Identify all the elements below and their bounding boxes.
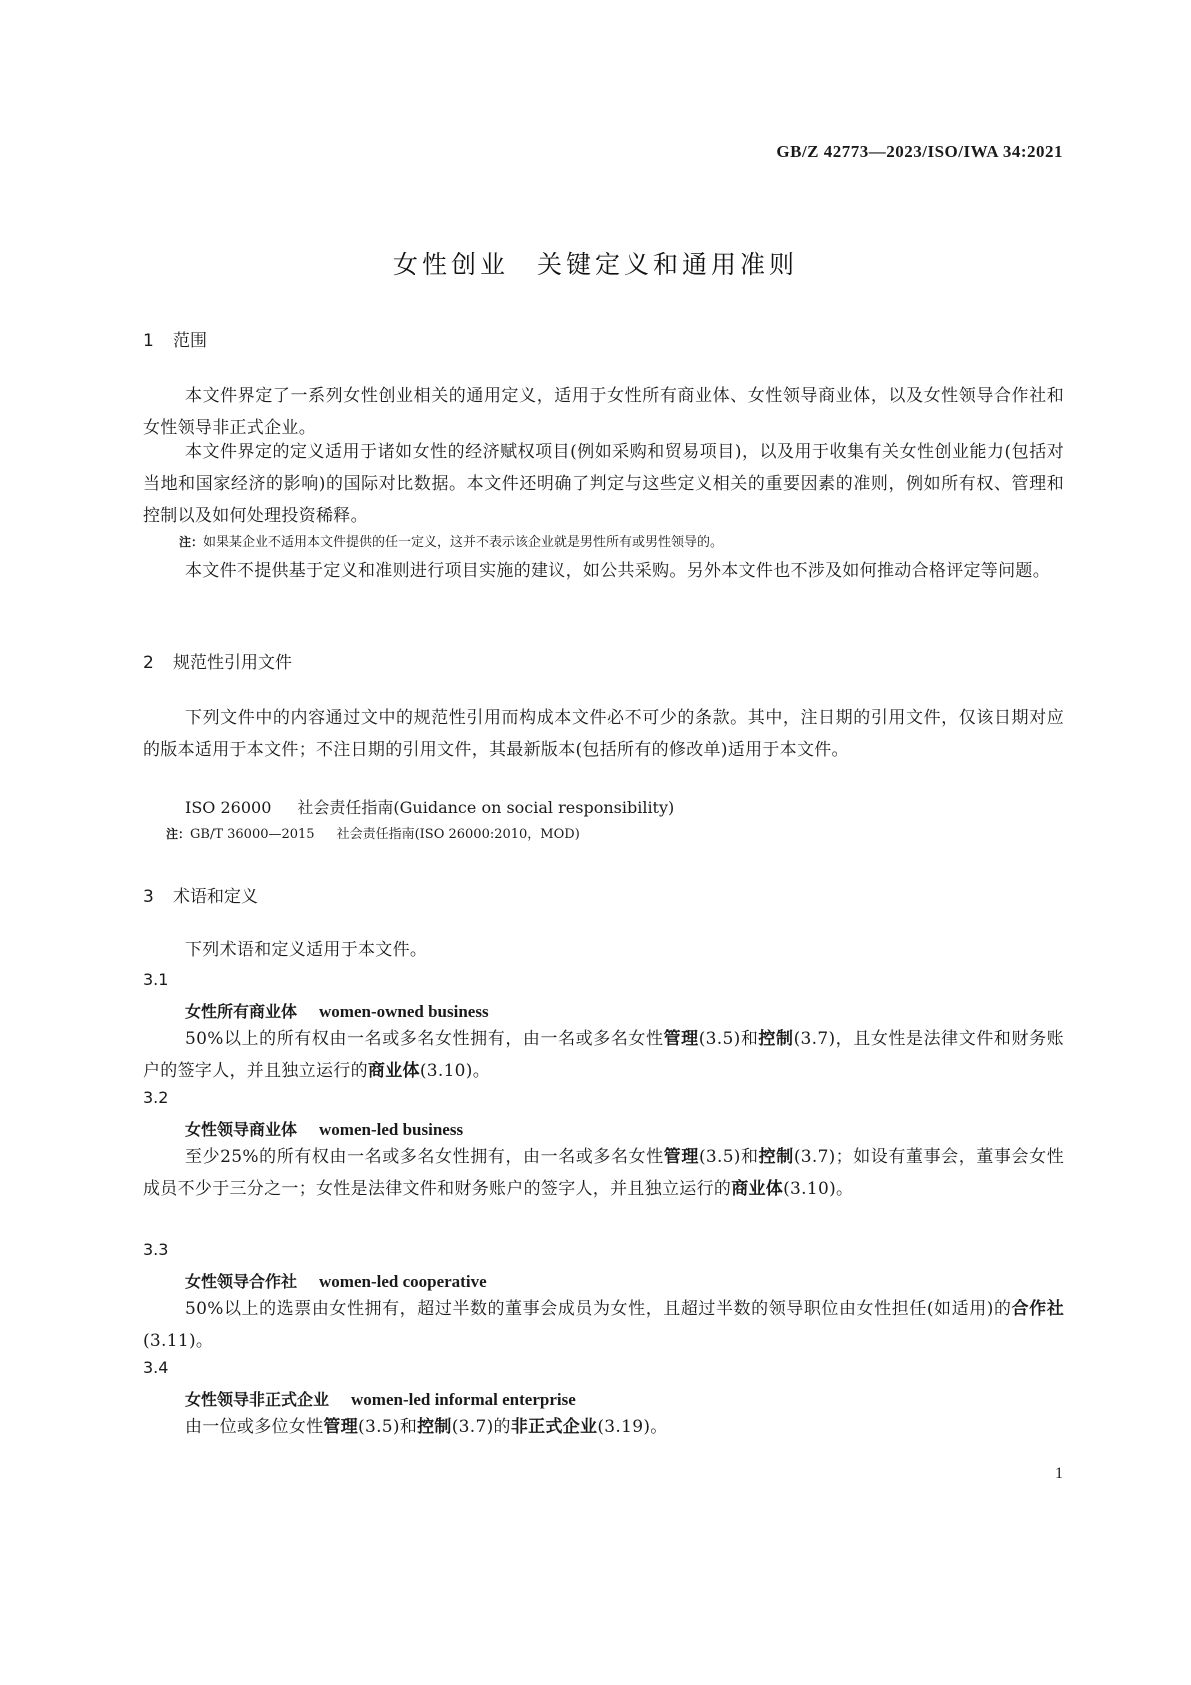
term-en: women-led business: [319, 1120, 464, 1139]
definition-text: (3.7)，且女性是法律文件和财务账户的签字人，并且独立运行的: [143, 1029, 1064, 1081]
term-heading: [185, 1117, 463, 1140]
definition-text: 50%以上的选票由女性拥有，超过半数的董事会成员为女性，且超过半数的领导职位由女性担任(如适用)的: [185, 1299, 1012, 1319]
normative-reference: [185, 795, 674, 818]
term-number: 3.4: [143, 1358, 169, 1377]
terms-intro: 下列术语和定义适用于本文件。: [185, 940, 428, 960]
section-2-heading: [143, 648, 292, 673]
definition-text: (3.5)和: [358, 1417, 418, 1437]
term-definition: [143, 1023, 1064, 1087]
definition-keyword: 非正式企业: [510, 1417, 598, 1437]
definition-keyword: 合作社: [1011, 1299, 1064, 1319]
definition-keyword: 管理: [323, 1417, 359, 1437]
section-1-heading: [143, 326, 207, 351]
note-text: 如果某企业不适用本文件提供的任一定义，这并不表示该企业就是男性所有或男性领导的。: [203, 535, 724, 550]
definition-text: (3.5)和: [698, 1029, 759, 1049]
definition-keyword: 管理: [663, 1147, 699, 1167]
term-zh: 女性领导合作社: [185, 1272, 298, 1291]
section-title: 范围: [173, 331, 207, 351]
standard-code: GB/Z 42773—2023/ISO/IWA 34:2021: [776, 142, 1063, 161]
definition-text: (3.7)；如设有董事会，董事会女性成员不少于三分之一；女性是法律文件和财务账户的签字人，并且独立运行的: [143, 1147, 1064, 1199]
title-part1: 女性创业: [392, 250, 509, 279]
definition-keyword: 控制: [758, 1147, 794, 1167]
definition-text: (3.11)。: [143, 1331, 214, 1351]
definition-text: (3.7)的: [451, 1417, 511, 1437]
term-zh: 女性领导非正式企业: [185, 1390, 330, 1409]
term-definition: [143, 1293, 1064, 1357]
definition-keyword: 管理: [663, 1029, 699, 1049]
definition-text: (3.10)。: [419, 1061, 491, 1081]
scope-paragraph-2: 本文件界定的定义适用于诸如女性的经济赋权项目(例如采购和贸易项目)，以及用于收集有关女性创业能力(包括对当地和国家经济的影响)的国际对比数据。本文件还明确了判定与这些定义相关的重要因素的准则，例如所有权、管理和控制以及如何处理投资稀释。: [143, 442, 1064, 526]
definition-text: 由一位或多位女性: [185, 1417, 324, 1437]
definition-text: 至少25%的所有权由一名或多名女性拥有，由一名或多名女性: [185, 1147, 664, 1167]
term-zh: 女性领导商业体: [185, 1120, 298, 1139]
term-definition: [143, 1141, 1064, 1205]
term-en: women-led cooperative: [319, 1272, 487, 1291]
scope-paragraph-1: 本文件界定了一系列女性创业相关的通用定义，适用于女性所有商业体、女性领导商业体，以及女性领导合作社和女性领导非正式企业。: [143, 386, 1064, 438]
normative-paragraph: 下列文件中的内容通过文中的规范性引用而构成本文件必不可少的条款。其中，注日期的引用文件，仅该日期对应的版本适用于本文件；不注日期的引用文件，其最新版本(包括所有的修改单)适用于本文件。: [143, 708, 1064, 760]
title-part2: 关键定义和通用准则: [537, 250, 799, 279]
term-en: women-led informal enterprise: [351, 1390, 576, 1409]
definition-text: 50%以上的所有权由一名或多名女性拥有，由一名或多名女性: [185, 1029, 664, 1049]
term-heading: [185, 999, 489, 1022]
scope-paragraph-3: 本文件不提供基于定义和准则进行项目实施的建议，如公共采购。另外本文件也不涉及如何推动合格评定等问题。: [185, 561, 1050, 581]
section-number: 2: [143, 653, 154, 673]
page-number: 1: [1055, 1465, 1063, 1482]
definition-text: (3.19)。: [597, 1417, 668, 1437]
document-title: [0, 245, 1191, 281]
term-number: 3.3: [143, 1240, 169, 1259]
scope-note: [179, 532, 1064, 553]
section-3-heading: [143, 882, 258, 907]
section-number: 1: [143, 331, 154, 351]
term-number: 3.1: [143, 970, 169, 989]
term-heading: [185, 1387, 576, 1410]
term-en: women-owned business: [319, 1002, 489, 1021]
definition-keyword: 商业体: [731, 1179, 784, 1199]
definition-text: (3.10)。: [783, 1179, 854, 1199]
normative-note: [166, 824, 1051, 845]
note-label: 注：: [166, 827, 191, 841]
term-zh: 女性所有商业体: [185, 1002, 298, 1021]
definition-keyword: 控制: [758, 1029, 794, 1049]
reference-code: ISO 26000: [185, 798, 272, 817]
section-number: 3: [143, 887, 154, 907]
section-title: 规范性引用文件: [173, 653, 292, 673]
section-title: 术语和定义: [173, 887, 258, 907]
note-code: GB/T 36000—2015: [190, 827, 315, 842]
term-number: 3.2: [143, 1088, 169, 1107]
definition-keyword: 控制: [417, 1417, 452, 1437]
term-definition: [143, 1411, 1064, 1443]
note-text: 社会责任指南(ISO 26000:2010，MOD): [336, 827, 580, 842]
definition-text: (3.5)和: [698, 1147, 759, 1167]
term-heading: [185, 1269, 487, 1292]
reference-title: 社会责任指南(Guidance on social responsibility): [297, 798, 675, 817]
note-label: 注：: [179, 535, 204, 549]
definition-keyword: 商业体: [367, 1061, 420, 1081]
